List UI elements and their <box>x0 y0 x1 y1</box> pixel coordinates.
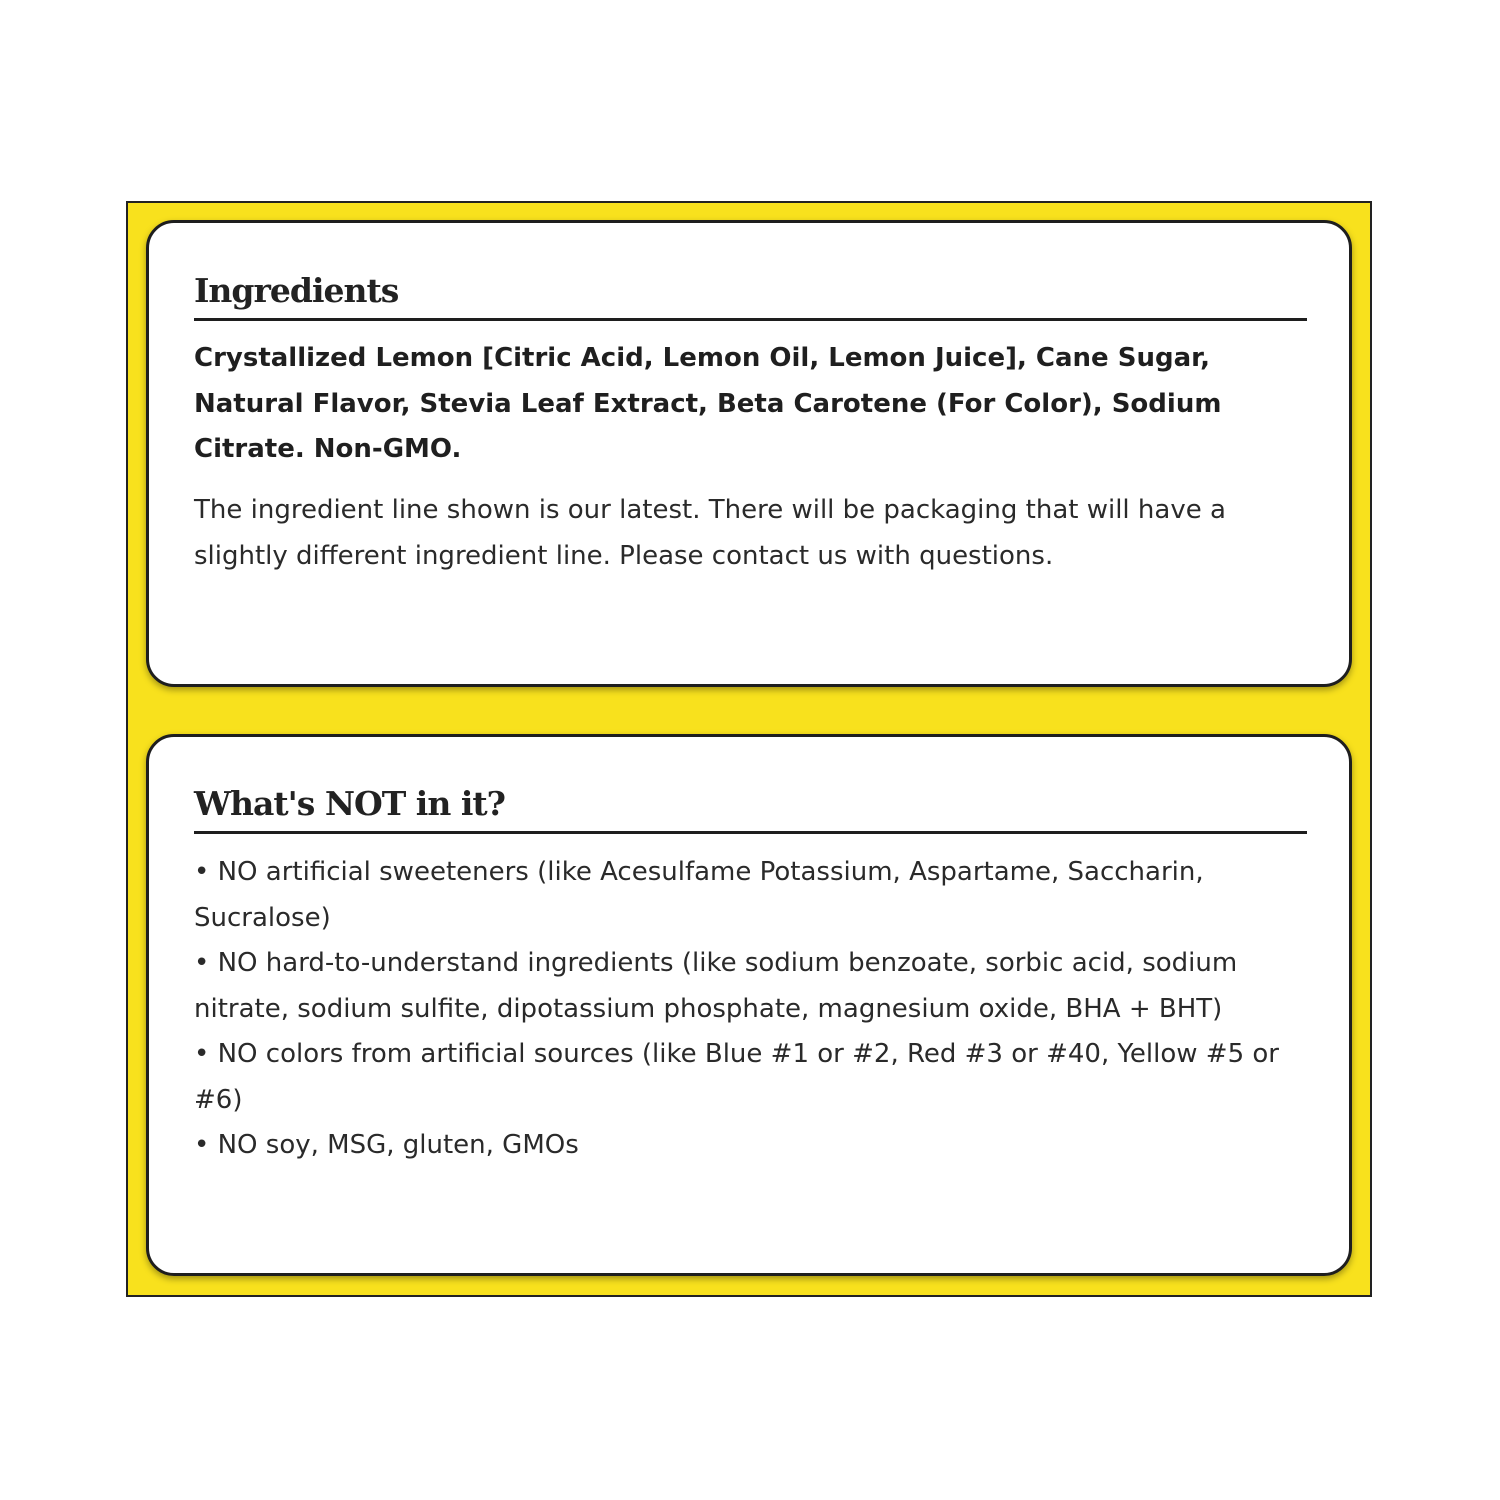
list-item: • NO artificial sweeteners (like Acesulfame Potassium, Aspartame, Saccharin, Sucralose) <box>194 857 1204 933</box>
not-in-it-list <box>194 850 1314 1169</box>
ingredients-heading: Ingredients <box>194 271 399 310</box>
ingredients-card <box>146 220 1352 687</box>
ingredients-note: The ingredient line shown is our latest. There will be packaging that will have a slightly different ingredient line. Please contact us with questions. <box>194 495 1226 571</box>
not-in-it-heading: What's NOT in it? <box>194 784 505 823</box>
yellow-panel <box>126 201 1372 1297</box>
list-item: • NO colors from artificial sources (like Blue #1 or #2, Red #3 or #40, Yellow #5 or #6) <box>194 1039 1279 1115</box>
ingredients-divider <box>194 318 1307 321</box>
list-item: • NO hard-to-understand ingredients (like sodium benzoate, sorbic acid, sodium nitrate, sodium sulfite, dipotassium phosphate, magnesium oxide, BHA + BHT) <box>194 948 1238 1024</box>
not-in-it-divider <box>194 831 1307 834</box>
ingredients-list: Crystallized Lemon [Citric Acid, Lemon Oil, Lemon Juice], Cane Sugar, Natural Flavor, Stevia Leaf Extract, Beta Carotene (For Color), Sodium Citrate. Non-GMO. <box>194 343 1222 464</box>
not-in-it-card <box>146 734 1352 1276</box>
list-item: • NO soy, MSG, gluten, GMOs <box>194 1130 579 1160</box>
